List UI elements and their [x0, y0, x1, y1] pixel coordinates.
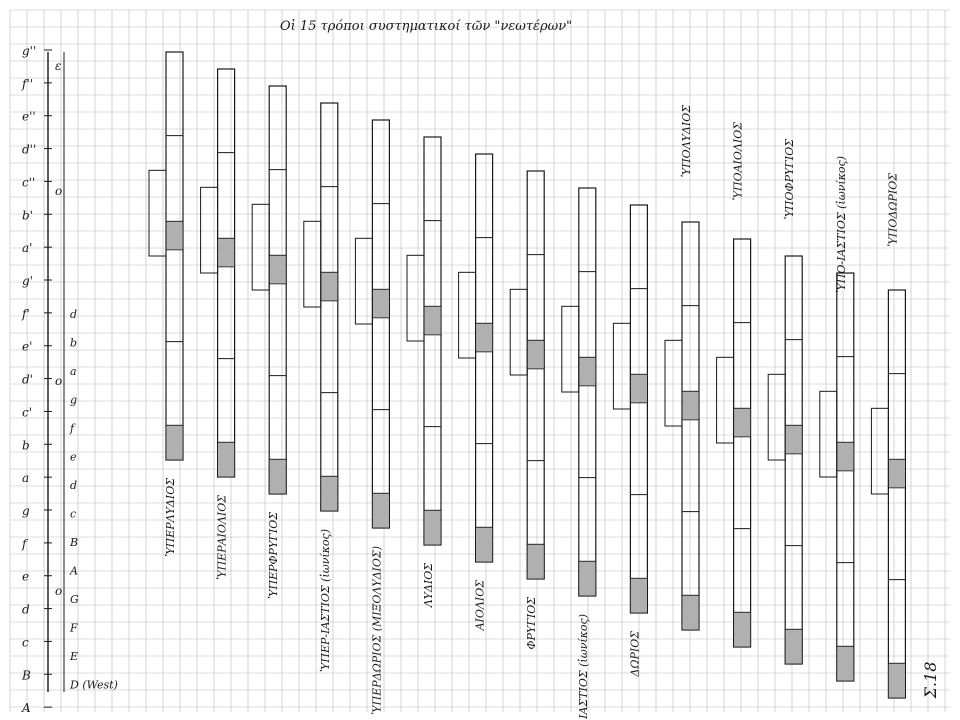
- secondary-pitch-label: f: [70, 422, 75, 435]
- mode-column: [562, 188, 596, 596]
- pitch-label: g: [22, 504, 30, 519]
- mode-side-bracket: [562, 306, 579, 392]
- secondary-pitch-label: g: [70, 393, 78, 407]
- mode-shaded-cell: [579, 357, 596, 386]
- mode-side-bracket: [355, 238, 372, 324]
- mode-column-frame: [734, 239, 751, 647]
- pitch-label: a': [22, 241, 33, 256]
- mode-shaded-cell: [476, 527, 493, 562]
- mode-shaded-cell: [321, 272, 338, 301]
- mode-column: [613, 205, 647, 613]
- mode-shaded-cell: [269, 459, 286, 494]
- mode-side-bracket: [304, 221, 321, 307]
- mode-column: [820, 273, 854, 681]
- pitch-label: e': [22, 339, 33, 354]
- mode-shaded-cell: [218, 238, 235, 267]
- mode-shaded-cell: [579, 561, 596, 596]
- mode-side-bracket: [717, 357, 734, 443]
- mode-column-frame: [372, 120, 389, 528]
- mode-shaded-cell: [372, 289, 389, 318]
- mode-side-bracket: [510, 289, 527, 375]
- secondary-pitch-label: d: [70, 479, 78, 492]
- axis-mark: ο: [55, 184, 63, 198]
- secondary-pitch-label: e: [70, 450, 77, 464]
- mode-shaded-cell: [630, 374, 647, 403]
- mode-label: ΑΙΟΛΙΟΣ: [473, 580, 487, 631]
- pitch-label: c'': [22, 175, 36, 190]
- mode-column: [407, 137, 441, 545]
- mode-label: ὙΠΕΡΦΡΥΓΙΟΣ: [267, 512, 281, 599]
- mode-label: ΔΩΡΙΟΣ: [628, 631, 642, 677]
- mode-column-frame: [888, 290, 905, 698]
- mode-shaded-cell: [269, 255, 286, 284]
- secondary-pitch-label: A: [70, 564, 78, 578]
- mode-shaded-cell: [166, 425, 183, 460]
- mode-column-frame: [476, 154, 493, 562]
- mode-side-bracket: [252, 204, 269, 290]
- mode-shaded-cell: [734, 408, 751, 437]
- pitch-scale-axis: [21, 44, 118, 720]
- mode-label: ΛΥΔΙΟΣ: [422, 563, 435, 608]
- mode-label: ὙΠΟΛΥΔΙΟΣ: [680, 105, 693, 178]
- mode-column-frame: [785, 256, 802, 664]
- axis-mark: ε: [55, 59, 62, 73]
- mode-side-bracket: [407, 255, 424, 341]
- mode-column: [201, 69, 235, 477]
- mode-shaded-cell: [372, 493, 389, 528]
- mode-shaded-cell: [785, 629, 802, 664]
- mode-shaded-cell: [424, 510, 441, 545]
- pitch-label: e: [22, 569, 30, 584]
- mode-side-bracket: [820, 391, 837, 477]
- mode-column-frame: [837, 273, 854, 681]
- mode-side-bracket: [665, 340, 682, 426]
- mode-shaded-cell: [630, 578, 647, 613]
- pitch-label: c': [22, 405, 33, 420]
- mode-shaded-cell: [166, 221, 183, 250]
- secondary-pitch-label: a: [70, 365, 77, 378]
- mode-column: [510, 171, 544, 579]
- pitch-label: d: [22, 602, 30, 617]
- mode-label: ὙΠΕΡΛΥΔΙΟΣ: [164, 478, 177, 557]
- mode-column-frame: [527, 171, 544, 579]
- mode-column: [871, 290, 905, 698]
- mode-column-frame: [218, 69, 235, 477]
- pitch-label: f': [22, 306, 30, 321]
- mode-column-frame: [682, 222, 699, 630]
- mode-shaded-cell: [785, 425, 802, 454]
- secondary-pitch-label: b: [70, 336, 78, 350]
- mode-shaded-cell: [527, 544, 544, 579]
- mode-column: [149, 52, 183, 460]
- mode-label: ΦΡΥΓΙΟΣ: [525, 597, 539, 650]
- mode-shaded-cell: [734, 612, 751, 647]
- secondary-pitch-label: E: [70, 650, 79, 663]
- mode-shaded-cell: [476, 323, 493, 352]
- mode-shaded-cell: [888, 663, 905, 698]
- mode-side-bracket: [871, 408, 888, 494]
- pitch-label: B: [22, 668, 31, 683]
- mode-shaded-cell: [682, 595, 699, 630]
- pitch-label: e'': [22, 109, 36, 124]
- mode-shaded-cell: [837, 442, 854, 471]
- mode-column: [252, 86, 286, 494]
- pitch-label: d'': [22, 142, 37, 157]
- secondary-pitch-label: c: [70, 507, 77, 521]
- mode-shaded-cell: [837, 646, 854, 681]
- secondary-pitch-label: F: [70, 621, 78, 635]
- mode-shaded-cell: [218, 442, 235, 477]
- mode-shaded-cell: [888, 459, 905, 488]
- mode-column-frame: [579, 188, 596, 596]
- mode-column: [665, 222, 699, 630]
- axis-mark: ο: [55, 374, 63, 388]
- mode-column: [304, 103, 338, 511]
- pitch-label: f: [22, 536, 27, 551]
- secondary-pitch-label: G: [70, 593, 79, 606]
- mode-side-bracket: [459, 272, 476, 358]
- mode-shaded-cell: [424, 306, 441, 335]
- mode-label: ὙΠΕΡΑΙΟΛΙΟΣ: [215, 495, 229, 580]
- page-number: Σ.18: [921, 661, 940, 699]
- pitch-label: g'': [22, 44, 37, 58]
- mode-shaded-cell: [527, 340, 544, 369]
- mode-label: ὙΠΟΦΡΥΓΙΟΣ: [783, 139, 797, 220]
- mode-shaded-cell: [321, 476, 338, 511]
- mode-label: ὙΠΟΔΩΡΙΟΣ: [886, 173, 900, 247]
- pitch-label: c: [22, 635, 29, 650]
- mode-column-frame: [166, 52, 183, 460]
- mode-side-bracket: [768, 374, 785, 460]
- mode-column-frame: [269, 86, 286, 494]
- mode-label: ὙΠΕΡ-ΙΑΣΤΙΟΣ (ἰωνίκος): [318, 529, 332, 672]
- mode-column-frame: [424, 137, 441, 545]
- diagram-title: Οἱ 15 τρόποι συστηματικοί τῶν "νεωτέρων": [280, 19, 573, 34]
- secondary-pitch-label: d: [70, 308, 78, 321]
- mode-column: [768, 256, 802, 664]
- mode-label: ὙΠΕΡΔΩΡΙΟΣ (ΜΙΞΟΛΥΔΙΟΣ): [370, 546, 384, 715]
- mode-side-bracket: [201, 187, 218, 273]
- secondary-pitch-label: B: [70, 536, 79, 549]
- pitch-label: A: [22, 701, 31, 716]
- mode-column: [459, 154, 493, 562]
- mode-label: ΙΑΣΤΙΟΣ (ἰωνίκος): [576, 614, 590, 719]
- mode-column-frame: [321, 103, 338, 511]
- secondary-pitch-label: D (West): [70, 678, 118, 692]
- pitch-label: f'': [22, 76, 34, 91]
- pitch-label: g': [22, 274, 33, 289]
- mode-label: ὙΠΟΑΙΟΛΙΟΣ: [731, 122, 745, 201]
- pitch-label: a: [22, 471, 30, 486]
- pitch-label: d': [22, 372, 33, 387]
- mode-shaded-cell: [682, 391, 699, 420]
- pitch-label: b: [22, 438, 30, 453]
- axis-mark: ο: [55, 584, 63, 598]
- mode-side-bracket: [149, 170, 166, 256]
- mode-label: ὙΠΟ-ΙΑΣΤΙΟΣ (ἰωνίκος): [834, 156, 848, 293]
- mode-column: [717, 239, 751, 647]
- pitch-label: b': [22, 208, 33, 223]
